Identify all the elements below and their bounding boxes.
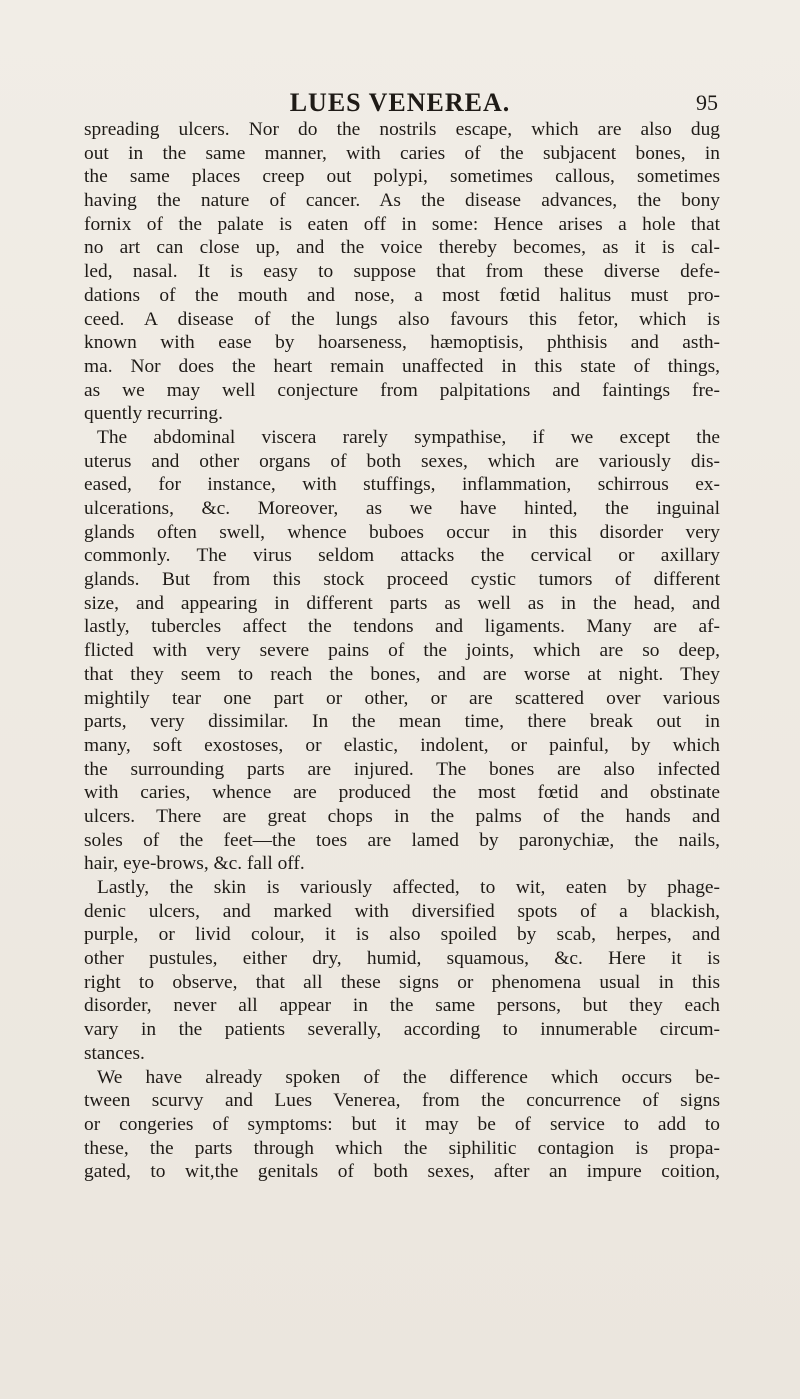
text-line: We have already spoken of the difference which occurs be- [97,1066,720,1088]
text-line: ulcers. There are great chops in the palms of the hands and [84,805,720,827]
text-line: flicted with very severe pains of the joints, which are so deep, [84,640,720,662]
text-line: with caries, whence are produced the most fœtid and obstinate [84,782,720,804]
text-line: spreading ulcers. Nor do the nostrils escape, which are also dug [84,119,720,140]
text-line: Lastly, the skin is variously affected, to wit, eaten by phage- [97,877,720,898]
text-line: disorder, never all appear in the same persons, but they each [84,995,720,1017]
text-line: the same places creep out polypi, sometimes callous, sometimes [84,166,720,188]
text-line: having the nature of cancer. As the disease advances, the bony [84,190,720,212]
text-line: size, and appearing in different parts as well as in the head, and [84,592,720,614]
text-line: or congeries of symptoms: but it may be of service to add to [84,1113,720,1135]
text-line: many, soft exostoses, or elastic, indolent, or painful, by which [84,734,720,756]
text-line: vary in the patients severally, according to innumerable circum- [84,1019,720,1041]
text-line: right to observe, that all these signs or phenomena usual in this [84,971,720,993]
text-line: uterus and other organs of both sexes, which are variously dis- [84,450,720,472]
text-line: stances. [84,1042,145,1064]
text-line: as we may well conjecture from palpitations and faintings fre- [84,379,720,401]
text-line: out in the same manner, with caries of the subjacent bones, in [84,142,720,164]
page-number: 95 [696,90,718,115]
text-line: known with ease by hoarseness, hæmoptisis, phthisis and asth- [84,332,720,354]
text-line: ulcerations, &c. Moreover, as we have hinted, the inguinal [84,498,720,519]
text-line: ma. Nor does the heart remain unaffected in this state of things, [84,355,720,377]
text-line: hair, eye-brows, &c. fall off. [84,853,305,875]
running-head [0,88,800,118]
text-line: other pustules, either dry, humid, squamous, &c. Here it is [84,948,720,970]
text-line: eased, for instance, with stuffings, inflammation, schirrous ex- [84,474,720,496]
text-line: dations of the mouth and nose, a most fœtid halitus must pro- [84,284,720,306]
text-line: glands often swell, whence buboes occur in this disorder very [84,521,720,543]
text-line: glands. But from this stock proceed cystic tumors of different [84,569,720,591]
text-line: parts, very dissimilar. In the mean time, there break out in [84,711,720,733]
text-line: soles of the feet—the toes are lamed by paronychiæ, the nails, [84,829,720,851]
text-line: no art can close up, and the voice thereby becomes, as it is cal- [84,237,720,259]
text-line: denic ulcers, and marked with diversified spots of a blackish, [84,900,720,922]
text-line: quently recurring. [84,403,223,425]
text-line: mightily tear one part or other, or are scattered over various [84,687,720,709]
text-line: The abdominal viscera rarely sympathise, if we except the [97,426,720,448]
text-line: led, nasal. It is easy to suppose that from these diverse defe- [84,261,720,283]
text-line: the surrounding parts are injured. The bones are also infected [84,758,720,780]
text-line: lastly, tubercles affect the tendons and ligaments. Many are af- [84,616,720,638]
text-line: these, the parts through which the siphilitic contagion is propa- [84,1137,720,1159]
text-line: gated, to wit,the genitals of both sexes, after an impure coition, [84,1161,720,1183]
text-line: fornix of the palate is eaten off in some: Hence arises a hole that [84,213,720,235]
text-line: commonly. The virus seldom attacks the cervical or axillary [84,545,720,567]
body-text [84,118,720,1184]
running-title: LUES VENEREA. [289,88,511,117]
text-line: purple, or livid colour, it is also spoiled by scab, herpes, and [84,924,720,946]
text-line: tween scurvy and Lues Venerea, from the concurrence of signs [84,1090,720,1112]
text-line: ceed. A disease of the lungs also favours this fetor, which is [84,308,720,330]
text-line: that they seem to reach the bones, and are worse at night. They [84,663,720,685]
